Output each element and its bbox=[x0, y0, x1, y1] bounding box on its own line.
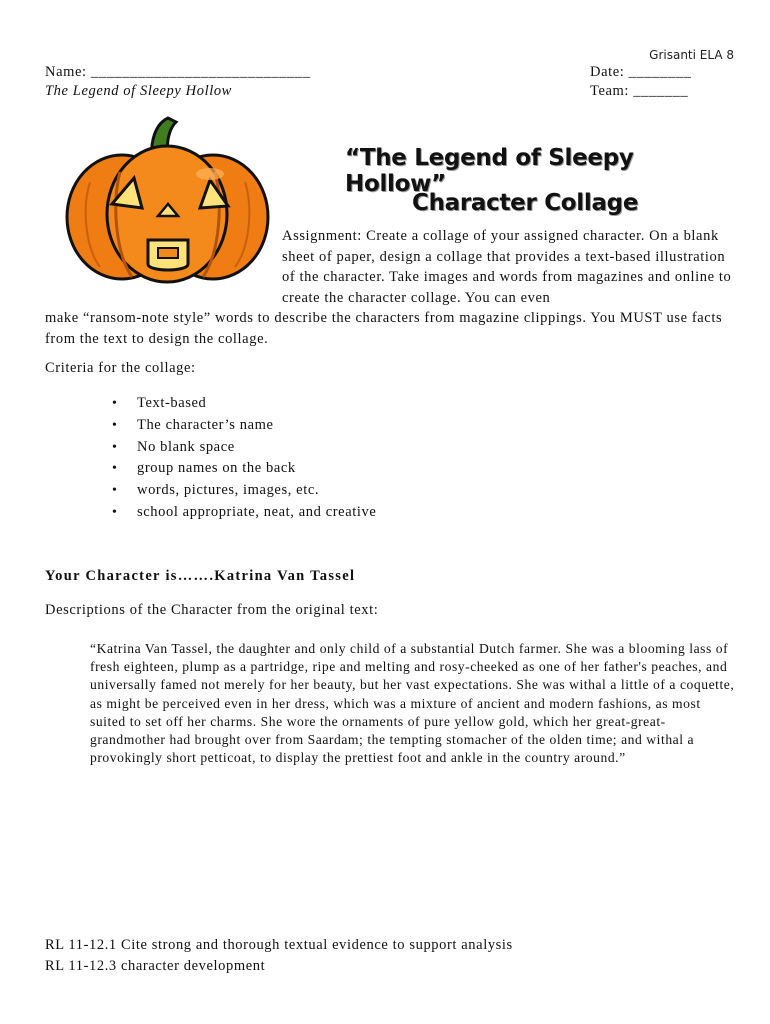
list-item: • words, pictures, images, etc. bbox=[110, 480, 376, 502]
list-item: • The character’s name bbox=[110, 415, 376, 437]
criteria-heading: Criteria for the collage: bbox=[45, 360, 196, 376]
description-heading: Descriptions of the Character from the original text: bbox=[45, 602, 379, 618]
course-tag: Grisanti ELA 8 bbox=[649, 48, 734, 62]
jack-o-lantern-pumpkin-icon bbox=[60, 112, 275, 287]
date-field-line: Date: ________ bbox=[590, 64, 692, 80]
assignment-text-continued: make “ransom-note style” words to describe the characters from magazine clippings. You MUST use facts from the text to design the collage. bbox=[45, 310, 723, 347]
list-item: • school appropriate, neat, and creative bbox=[110, 502, 376, 524]
list-item: • No blank space bbox=[110, 437, 376, 459]
standard-rl-3: RL 11-12.3 character development bbox=[45, 958, 266, 974]
document-title-line-2: Character Collage bbox=[412, 190, 639, 216]
document-subtitle: The Legend of Sleepy Hollow bbox=[45, 83, 232, 99]
team-field-line: Team: _______ bbox=[590, 83, 689, 99]
standard-rl-1: RL 11-12.1 Cite strong and thorough textual evidence to support analysis bbox=[45, 937, 513, 953]
assigned-character: Your Character is…….Katrina Van Tassel bbox=[45, 568, 356, 584]
character-quote: “Katrina Van Tassel, the daughter and only child of a substantial Dutch farmer. She was a blooming lass of fresh eighteen, plump as a partridge, ripe and melting and rosy-cheeked as one of her father's peaches, and universally famed not merely for her beauty, but her vast expectations. She was withal a little of a coquette, as might be perceived even in her dress, which was a mixture of ancient and modern fashions, as most suited to set off her charms. She wore the ornaments of pure yellow gold, which her great-great-grandmother had brought over from Saardam; the tempting stomacher of the olden time; and withal a provokingly short petticoat, to display the prettiest foot and ankle in the country around.” bbox=[90, 641, 735, 766]
assignment-text: Assignment: Create a collage of your assigned character. On a blank sheet of paper, design a collage that provides a text-based illustration of the character. Take images and words from magazines and online to create the character collage. You can even bbox=[282, 228, 732, 306]
list-item: • group names on the back bbox=[110, 458, 376, 480]
list-item: • Text-based bbox=[110, 393, 376, 415]
document-title: “The Legend of Sleepy Hollow” bbox=[345, 145, 634, 197]
name-field-line: Name: ____________________________ bbox=[45, 64, 311, 80]
criteria-list bbox=[110, 393, 376, 524]
